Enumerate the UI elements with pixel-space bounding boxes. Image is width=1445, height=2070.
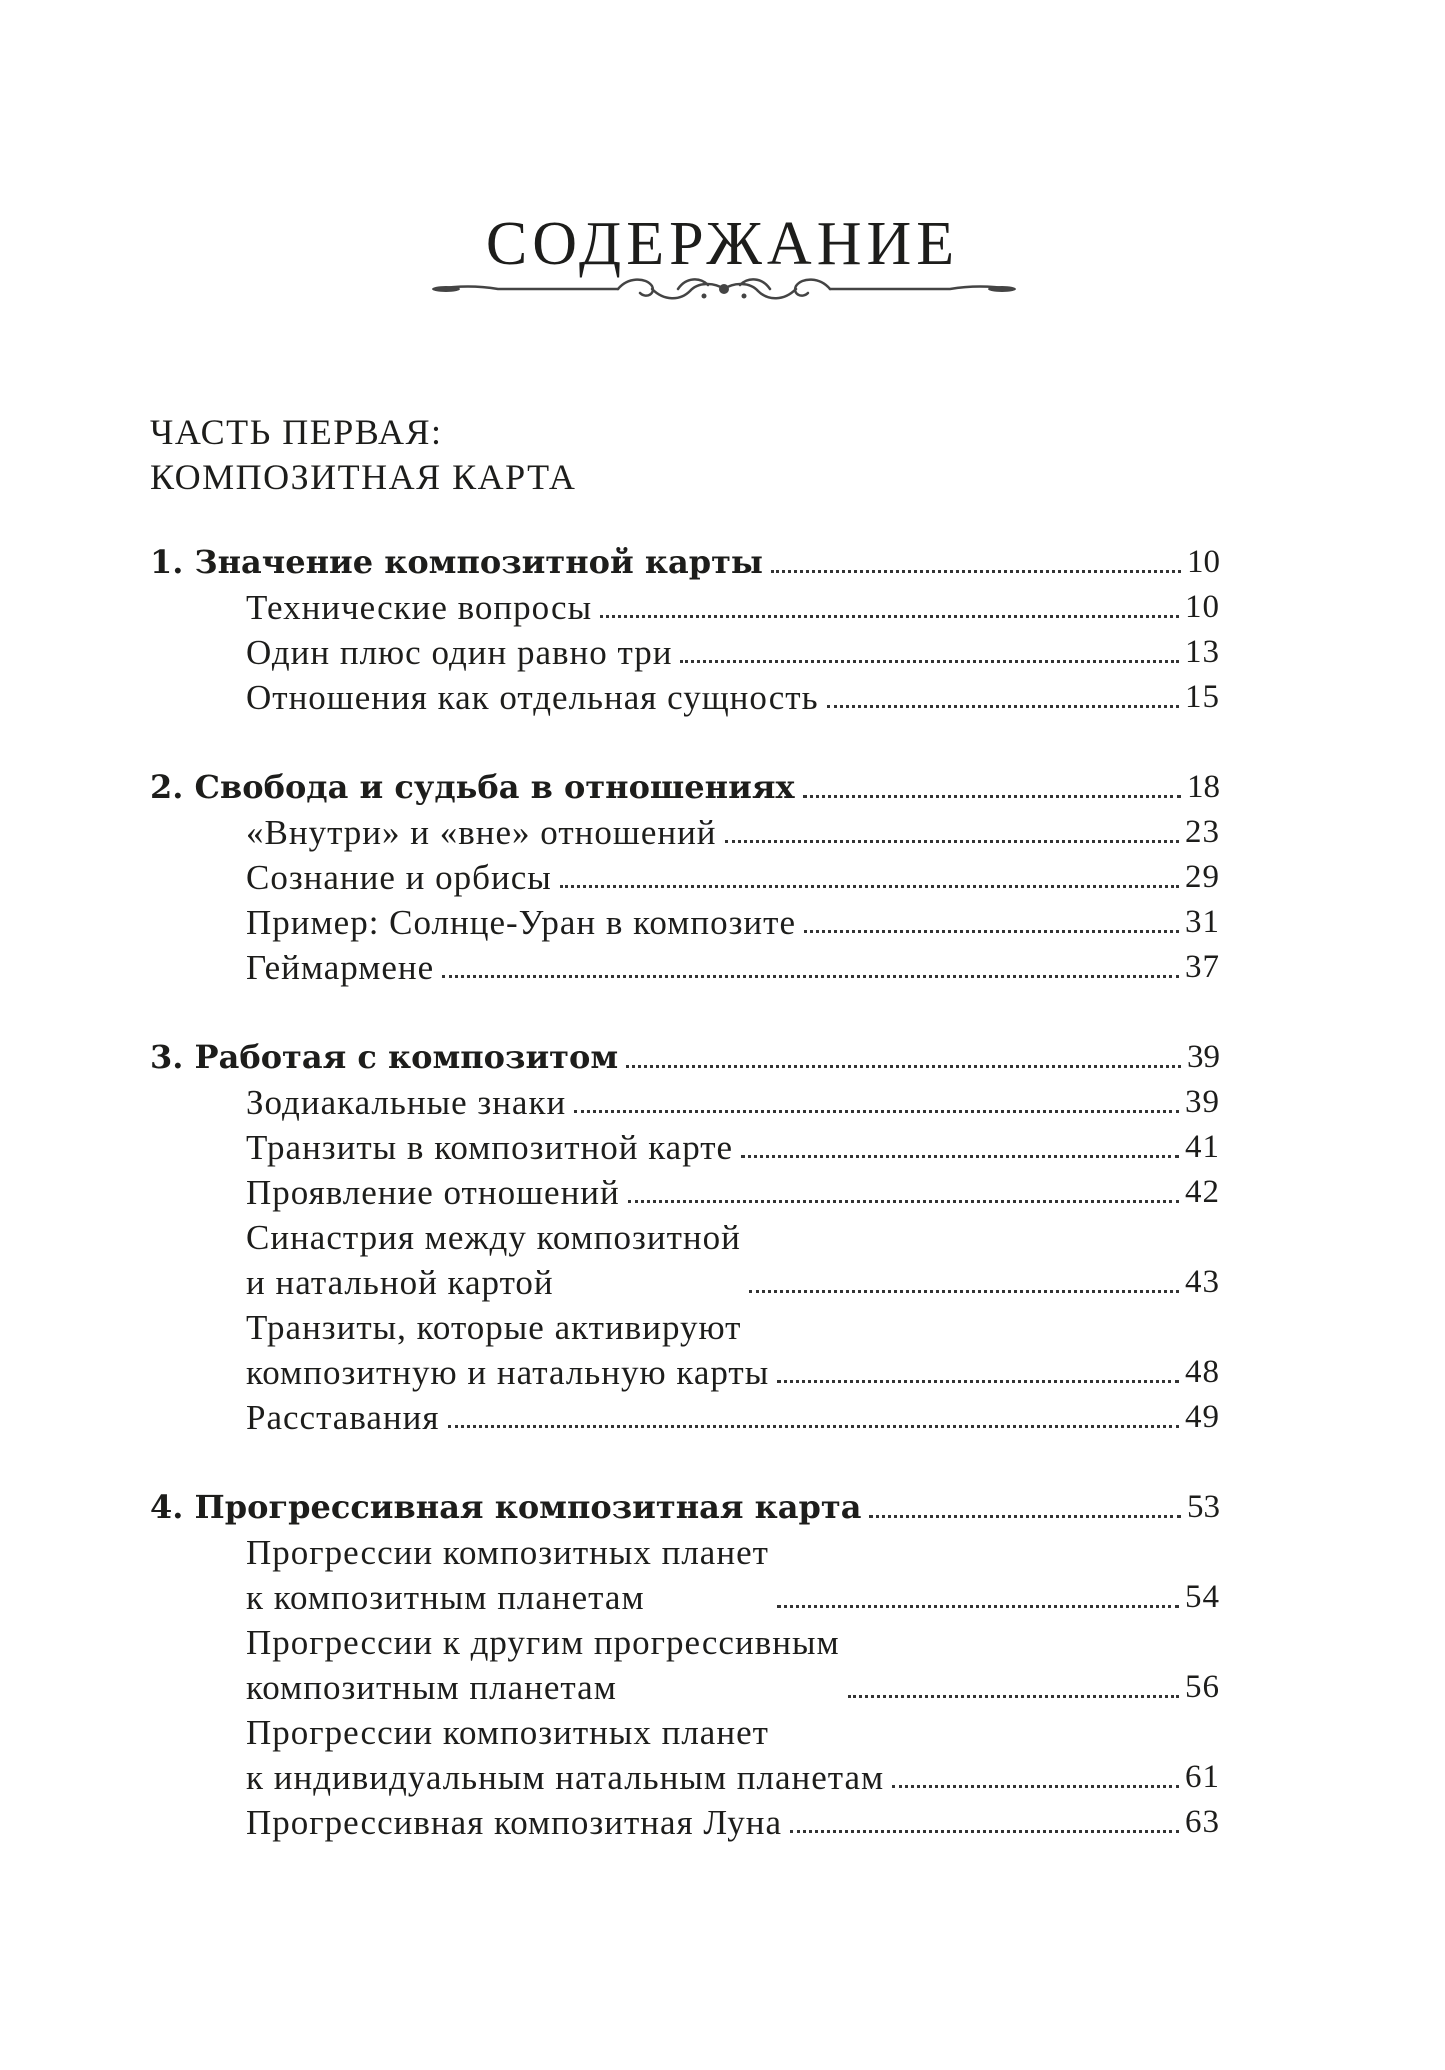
dot-leader (626, 1065, 1181, 1068)
subsection-title-line: Расставания (246, 1398, 440, 1437)
dot-leader (771, 570, 1181, 573)
page-number: 53 (1187, 1489, 1220, 1525)
subsection-title (246, 1800, 782, 1845)
dot-leader (804, 930, 1179, 933)
dot-leader (560, 885, 1179, 888)
toc-subsection-entry (150, 675, 1220, 720)
toc-chapter-section (150, 765, 1220, 990)
dot-leader (574, 1110, 1179, 1113)
part-heading-line-2: КОМПОЗИТНАЯ КАРТА (150, 457, 577, 497)
subsection-title-line: Один плюс один равно три (246, 633, 673, 672)
subsection-title (246, 900, 796, 945)
toc-subsection-entry (150, 945, 1220, 990)
ornament-divider (428, 272, 1020, 306)
chapter-title: 3. Работая с композитом (150, 1038, 619, 1076)
subsection-title (246, 630, 672, 675)
dot-leader (628, 1200, 1179, 1203)
chapter-title: 2. Свобода и судьба в отношениях (150, 768, 795, 806)
subsection-title-line: к индивидуальным натальным планетам (246, 1758, 885, 1797)
dot-leader (777, 1605, 1179, 1608)
page-number: 13 (1185, 634, 1220, 670)
page-number: 56 (1185, 1669, 1220, 1705)
subsection-title (246, 855, 552, 900)
subsection-title-line: Проявление отношений (246, 1173, 620, 1212)
subsection-title-line: Отношения как отдельная сущность (246, 678, 819, 717)
toc-subsection-entry (150, 630, 1220, 675)
dot-leader (725, 840, 1179, 843)
toc-chapter-section (150, 1485, 1220, 1845)
subsection-title-line: Технические вопросы (246, 588, 593, 627)
dot-leader (790, 1830, 1179, 1833)
toc-subsection-entry (150, 1305, 1220, 1395)
subsection-title-line: Прогрессии композитных планет (246, 1533, 769, 1572)
subsection-title-line: Синастрия между композитной (246, 1218, 741, 1257)
subsection-title-line: Пример: Солнце-Уран в композите (246, 903, 796, 942)
page-number: 61 (1185, 1759, 1220, 1795)
toc-subsection-entry (150, 1530, 1220, 1620)
dot-leader (600, 615, 1179, 618)
subsection-title-line: Транзиты в композитной карте (246, 1128, 734, 1167)
page-number: 37 (1185, 949, 1220, 985)
subsection-title (246, 945, 434, 990)
page-number: 48 (1185, 1354, 1220, 1390)
subsection-title-line: Зодиакальные знаки (246, 1083, 567, 1122)
subsection-title-line: Транзиты, которые активируют (246, 1308, 742, 1347)
page-number: 18 (1187, 769, 1220, 805)
page-number: 23 (1185, 814, 1220, 850)
subsection-title (246, 1530, 769, 1620)
toc-subsection-entry (150, 1395, 1220, 1440)
dot-leader (827, 705, 1179, 708)
page-number: 39 (1185, 1084, 1220, 1120)
subsection-title (246, 810, 717, 855)
page-title: СОДЕРЖАНИЕ (485, 210, 960, 278)
part-heading (150, 410, 576, 500)
dot-leader (892, 1785, 1179, 1788)
page-number: 63 (1185, 1804, 1220, 1840)
subsection-title-line: композитным планетам (246, 1668, 617, 1707)
dot-leader (749, 1290, 1179, 1293)
subsection-title-line: Прогрессивная композитная Луна (246, 1803, 783, 1842)
toc-chapter-entry (150, 1485, 1220, 1530)
toc-chapter-entry (150, 765, 1220, 810)
dot-leader (448, 1425, 1180, 1428)
subsection-title (246, 585, 592, 630)
subsection-title-line: Прогрессии к другим прогрессивным (246, 1623, 840, 1662)
subsection-title (246, 1620, 840, 1710)
page-number: 43 (1185, 1264, 1220, 1300)
page-number: 29 (1185, 859, 1220, 895)
subsection-title (246, 1710, 884, 1800)
subsection-title-line: и натальной картой (246, 1263, 554, 1302)
subsection-title (246, 1305, 769, 1395)
table-of-contents (150, 540, 1220, 1890)
dot-leader (442, 975, 1179, 978)
page-number: 15 (1185, 679, 1220, 715)
toc-subsection-entry (150, 1710, 1220, 1800)
toc-subsection-entry (150, 855, 1220, 900)
subsection-title-line: Прогрессии композитных планет (246, 1713, 769, 1752)
toc-subsection-entry (150, 1620, 1220, 1710)
page-number: 39 (1187, 1039, 1220, 1075)
subsection-title (246, 1395, 440, 1440)
dot-leader (777, 1380, 1179, 1383)
subsection-title (246, 1080, 566, 1125)
dot-leader (803, 795, 1181, 798)
subsection-title-line: Геймармене (246, 948, 435, 987)
toc-chapter-entry (150, 540, 1220, 585)
toc-subsection-entry (150, 585, 1220, 630)
page-number: 10 (1185, 589, 1220, 625)
toc-subsection-entry (150, 900, 1220, 945)
dot-leader (741, 1155, 1179, 1158)
toc-subsection-entry (150, 1080, 1220, 1125)
toc-chapter-section (150, 1035, 1220, 1440)
page-number: 41 (1185, 1129, 1220, 1165)
subsection-title (246, 1125, 733, 1170)
toc-subsection-entry (150, 1215, 1220, 1305)
page-number: 54 (1185, 1579, 1220, 1615)
subsection-title (246, 1170, 620, 1215)
subsection-title-line: композитную и натальную карты (246, 1353, 770, 1392)
subsection-title (246, 1215, 741, 1305)
dot-leader (680, 660, 1179, 663)
subsection-title-line: «Внутри» и «вне» отношений (246, 813, 717, 852)
chapter-title: 4. Прогрессивная композитная карта (150, 1488, 862, 1526)
toc-chapter-section (150, 540, 1220, 720)
dot-leader (869, 1515, 1181, 1518)
toc-subsection-entry (150, 1800, 1220, 1845)
subsection-title-line: к композитным планетам (246, 1578, 645, 1617)
toc-subsection-entry (150, 1125, 1220, 1170)
subsection-title-line: Сознание и орбисы (246, 858, 552, 897)
page-number: 31 (1185, 904, 1220, 940)
page-number: 49 (1185, 1399, 1220, 1435)
dot-leader (848, 1695, 1179, 1698)
toc-subsection-entry (150, 1170, 1220, 1215)
page-number: 42 (1185, 1174, 1220, 1210)
toc-chapter-entry (150, 1035, 1220, 1080)
subsection-title (246, 675, 819, 720)
chapter-title: 1. Значение композитной карты (150, 543, 763, 581)
page-number: 10 (1187, 544, 1220, 580)
toc-subsection-entry (150, 810, 1220, 855)
part-heading-line-1: ЧАСТЬ ПЕРВАЯ: (150, 412, 443, 452)
